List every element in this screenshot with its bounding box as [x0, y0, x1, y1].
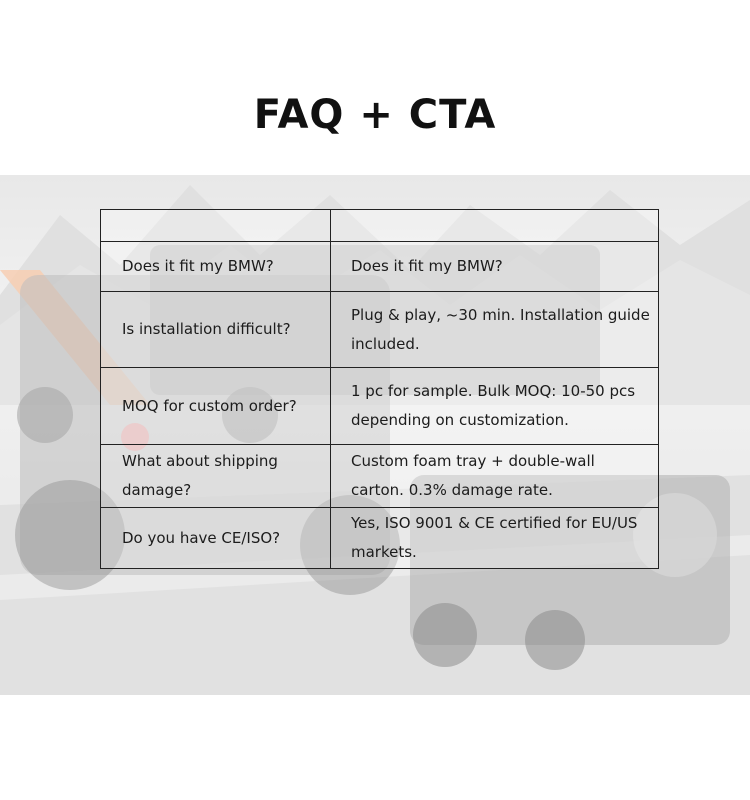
header-cell-answer [331, 210, 659, 242]
faq-question: Is installation difficult? [101, 292, 331, 368]
faq-question: What about shipping damage? [101, 445, 331, 508]
faq-table [100, 209, 659, 569]
table-row [101, 445, 659, 508]
faq-answer: Plug & play, ~30 min. Installation guide included. [331, 292, 659, 368]
page-title: FAQ + CTA [253, 92, 497, 138]
faq-answer: Yes, ISO 9001 & CE certified for EU/US markets. [331, 508, 659, 569]
table-row [101, 368, 659, 445]
faq-question: MOQ for custom order? [101, 368, 331, 445]
faq-question: Do you have CE/ISO? [101, 508, 331, 569]
table-row [101, 242, 659, 292]
faq-answer: 1 pc for sample. Bulk MOQ: 10-50 pcs depending on customization. [331, 368, 659, 445]
faq-question: Does it fit my BMW? [101, 242, 331, 292]
faq-answer: Does it fit my BMW? [331, 242, 659, 292]
table-row [101, 508, 659, 569]
header-cell-question [101, 210, 331, 242]
table-header-row [101, 210, 659, 242]
table-row [101, 292, 659, 368]
faq-answer: Custom foam tray + double-wall carton. 0.3% damage rate. [331, 445, 659, 508]
